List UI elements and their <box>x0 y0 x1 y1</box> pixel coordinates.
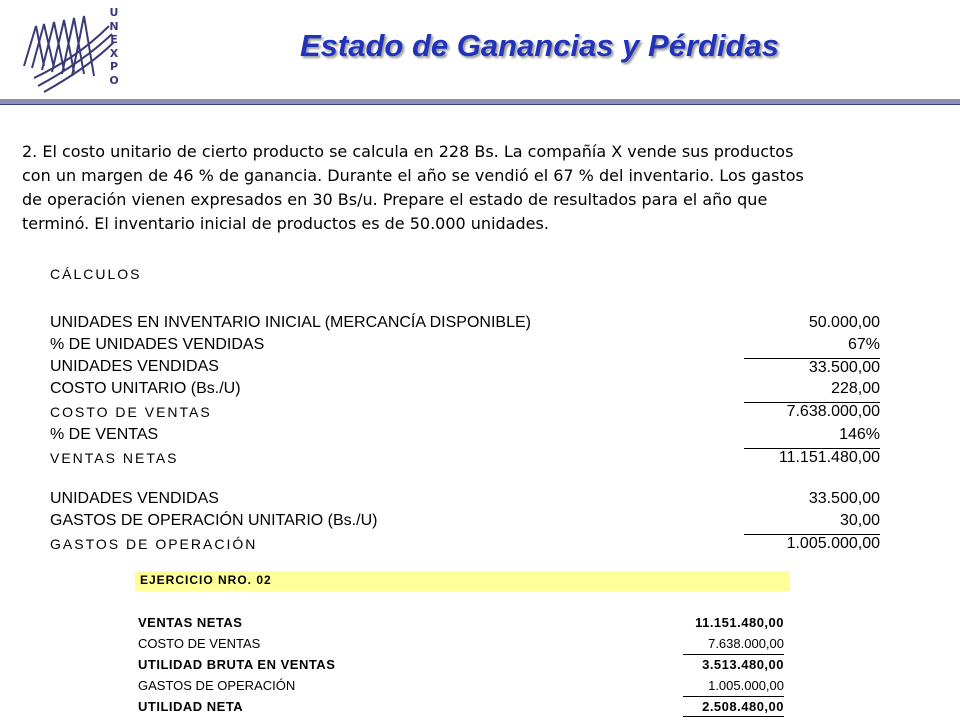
calc-row-unidades-vendidas-2 <box>50 490 880 512</box>
ejercicio-value: 2.508.480,00 <box>702 699 784 714</box>
unexpo-wordmark <box>106 6 122 87</box>
calc-value: 67% <box>847 336 880 353</box>
ejercicio-label: UTILIDAD BRUTA EN VENTAS <box>138 657 336 672</box>
problem-line: de operación vienen expresados en 30 Bs/u. Prepare el estado de resultados para el año que <box>22 190 768 209</box>
header-divider <box>0 99 960 105</box>
ejercicio-label: COSTO DE VENTAS <box>138 636 261 651</box>
calc-value: 33.500,00 <box>808 490 880 507</box>
logo-letter: N <box>109 19 119 33</box>
calc-label: UNIDADES EN INVENTARIO INICIAL (MERCANCÍA DISPONIBLE) <box>50 314 531 331</box>
ejercicio-value: 3.513.480,00 <box>702 657 784 672</box>
calc-value: 30,00 <box>839 512 880 529</box>
calc-row-costo-ventas <box>50 402 880 424</box>
calculos-title: CÁLCULOS <box>50 266 142 282</box>
ejercicio-label: UTILIDAD NETA <box>138 699 244 714</box>
calc-value: 33.500,00 <box>744 358 880 377</box>
calc-row-costo-unitario <box>50 380 880 402</box>
calc-row-unidades-vendidas <box>50 358 880 380</box>
logo-letter: E <box>110 33 118 46</box>
ejercicio-value: 7.638.000,00 <box>708 636 784 651</box>
calc-label: UNIDADES VENDIDAS <box>50 490 219 507</box>
logo-letter: O <box>109 73 119 87</box>
page-title: Estado de Ganancias y Pérdidas <box>300 28 779 63</box>
calc-row-gastos-operacion <box>50 534 880 556</box>
calc-value: 1.005.000,00 <box>744 534 880 553</box>
calc-value: 50.000,00 <box>808 314 880 331</box>
ejercicio-row-utilidad-bruta <box>138 655 784 676</box>
calc-label: COSTO DE VENTAS <box>50 404 212 420</box>
calc-label: VENTAS NETAS <box>50 450 179 466</box>
ejercicio-underline <box>683 716 784 717</box>
logo-letter: P <box>109 60 119 73</box>
problem-line: terminó. El inventario inicial de productos es de 50.000 unidades. <box>22 214 549 233</box>
ejercicio-value: 11.151.480,00 <box>695 615 784 630</box>
problem-line: con un margen de 46 % de ganancia. Durante el año se vendió el 67 % del inventario. Los gastos <box>22 166 804 185</box>
calc-value: 11.151.480,00 <box>744 448 880 467</box>
ejercicio-row-gastos-operacion <box>138 676 784 697</box>
ejercicio-title: EJERCICIO NRO. 02 <box>140 573 272 587</box>
ejercicio-label: VENTAS NETAS <box>138 615 243 630</box>
problem-statement <box>22 140 942 236</box>
ejercicio-value: 1.005.000,00 <box>708 678 784 693</box>
problem-line: 2. El costo unitario de cierto producto se calcula en 228 Bs. La compañía X vende sus productos <box>22 142 794 161</box>
calc-label: GASTOS DE OPERACIÓN UNITARIO (Bs./U) <box>50 512 378 529</box>
calc-row-gastos-unitario <box>50 512 880 534</box>
calc-value: 7.638.000,00 <box>744 402 880 421</box>
calc-label: GASTOS DE OPERACIÓN <box>50 536 258 552</box>
calc-row-ventas-netas <box>50 448 880 470</box>
calc-label: UNIDADES VENDIDAS <box>50 358 219 375</box>
calc-label: % DE UNIDADES VENDIDAS <box>50 336 265 353</box>
ejercicio-row-ventas-netas <box>138 613 784 634</box>
ejercicio-row-costo-ventas <box>138 634 784 655</box>
calc-value: 228,00 <box>831 380 880 397</box>
ejercicio-row-utilidad-neta <box>138 697 784 718</box>
calc-row-pct-ventas <box>50 426 880 448</box>
calc-value: 146% <box>839 426 880 443</box>
calc-label: COSTO UNITARIO (Bs./U) <box>50 380 241 397</box>
ejercicio-label: GASTOS DE OPERACIÓN <box>138 678 296 693</box>
logo-letter: X <box>109 46 119 60</box>
logo-letter: U <box>109 6 119 19</box>
calc-row-pct-unidades <box>50 336 880 358</box>
calc-row-unidades-inventario <box>50 314 880 336</box>
calc-label: % DE VENTAS <box>50 426 159 443</box>
